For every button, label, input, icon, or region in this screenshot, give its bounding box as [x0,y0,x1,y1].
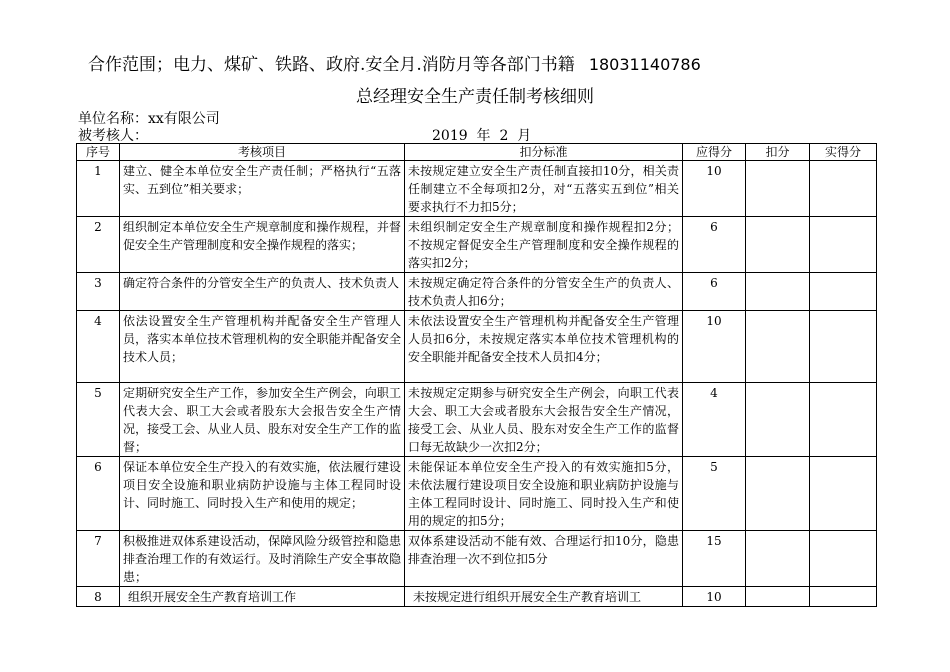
row-item: 定期研究安全生产工作，参加安全生产例会，向职工代表大会、职工大会或者股东大会报告安全生产情况，接受工会、从业人员、股东对安全生产工作的监督； [120,383,405,457]
banner-phone: 18031140786 [588,55,701,74]
table-row [77,531,877,587]
row-full-score: 10 [683,311,746,383]
row-item: 确定符合条件的分管安全生产的负责人、技术负责人 [120,273,405,311]
row-deduction-cell[interactable] [746,311,810,383]
assessment-date [432,125,531,145]
row-full-score: 4 [683,383,746,457]
row-item: 建立、健全本单位安全生产责任制；严格执行“五落实、五到位”相关要求； [120,161,405,217]
row-item: 组织制定本单位安全生产规章制度和操作规程，并督促安全生产管理制度和安全操作规程的落实； [120,217,405,273]
row-no: 2 [77,217,120,273]
date-year-unit: 年 [476,128,491,144]
row-item: 积极推进双体系建设活动，保障风险分级管控和隐患排查治理工作的有效运行。及时消除生产安全事故隐患； [120,531,405,587]
row-full-score: 6 [683,217,746,273]
date-year: 2019 [432,128,468,144]
row-item: 保证本单位安全生产投入的有效实施，依法履行建设项目安全设施和职业病防护设施与主体工程同时设计、同时施工、同时投入生产和使用的规定； [120,457,405,531]
table-row [77,383,877,457]
row-no: 6 [77,457,120,531]
date-month-unit: 月 [517,128,532,144]
header-actual-score: 实得分 [810,144,877,161]
row-deduction-cell[interactable] [746,531,810,587]
row-full-score: 15 [683,531,746,587]
row-full-score: 10 [683,161,746,217]
row-deduction-cell[interactable] [746,161,810,217]
row-actual-score-cell[interactable] [810,273,877,311]
row-standard: 未依法设置安全生产管理机构并配备安全生产管理人员扣6分，未按规定落实本单位技术管理机构的安全职能并配备安全技术人员扣4分； [405,311,683,383]
row-standard: 未按规定进行组织开展安全生产教育培训工 [405,587,683,607]
row-standard: 未按规定建立安全生产责任制直接扣10分，相关责任制建立不全每项扣2分，对“五落实五到位”相关要求执行不力扣5分； [405,161,683,217]
header-item: 考核项目 [120,144,405,161]
row-actual-score-cell[interactable] [810,587,877,607]
row-standard: 未能保证本单位安全生产投入的有效实施扣5分，未依法履行建设项目安全设施和职业病防护设施与主体工程同时设计、同时施工、同时投入生产和使用的规定的扣5分； [405,457,683,531]
examinee: 被考核人： [78,128,148,144]
row-item: 依法设置安全生产管理机构并配备安全生产管理人员，落实本单位技术管理机构的安全职能并配备安全技术人员； [120,311,405,383]
row-deduction-cell[interactable] [746,383,810,457]
header-no: 序号 [77,144,120,161]
row-actual-score-cell[interactable] [810,383,877,457]
row-no: 1 [77,161,120,217]
row-deduction-cell[interactable] [746,217,810,273]
row-standard: 未组织制定安全生产规章制度和操作规程扣2分；不按规定督促安全生产管理制度和安全操作规程的落实扣2分； [405,217,683,273]
row-full-score: 6 [683,273,746,311]
header-deduction: 扣分 [746,144,810,161]
row-no: 4 [77,311,120,383]
row-standard: 未按规定定期参与研究安全生产例会，向职工代表大会、职工大会或者股东大会报告安全生产情况，接受工会、从业人员、股东对安全生产工作的监督口每无故缺少一次扣2分； [405,383,683,457]
date-month: 2 [499,128,509,144]
table-row [77,273,877,311]
table-row [77,457,877,531]
table-header-row [77,144,877,161]
assessment-table [76,143,877,607]
row-full-score: 5 [683,457,746,531]
table-row [77,161,877,217]
row-actual-score-cell[interactable] [810,457,877,531]
table-row [77,311,877,383]
banner [88,50,701,75]
row-standard: 双体系建设活动不能有效、合理运行扣10分，隐患排查治理一次不到位扣5分 [405,531,683,587]
table-row [77,217,877,273]
table-row [77,587,877,607]
row-actual-score-cell[interactable] [810,531,877,587]
row-no: 8 [77,587,120,607]
row-no: 5 [77,383,120,457]
row-no: 3 [77,273,120,311]
header-standard: 扣分标准 [405,144,683,161]
row-deduction-cell[interactable] [746,587,810,607]
row-no: 7 [77,531,120,587]
row-actual-score-cell[interactable] [810,217,877,273]
banner-text: 合作范围；电力、煤矿、铁路、政府.安全月.消防月等各部门书籍 [88,55,575,75]
document-title: 总经理安全生产责任制考核细则 [356,87,594,107]
row-deduction-cell[interactable] [746,273,810,311]
unit-name: 单位名称：xx有限公司 [78,111,220,127]
row-item: 组织开展安全生产教育培训工作 [120,587,405,607]
row-standard: 未按规定确定符合条件的分管安全生产的负责人、技术负责人扣6分； [405,273,683,311]
row-actual-score-cell[interactable] [810,161,877,217]
row-full-score: 10 [683,587,746,607]
header-full-score: 应得分 [683,144,746,161]
row-actual-score-cell[interactable] [810,311,877,383]
row-deduction-cell[interactable] [746,457,810,531]
